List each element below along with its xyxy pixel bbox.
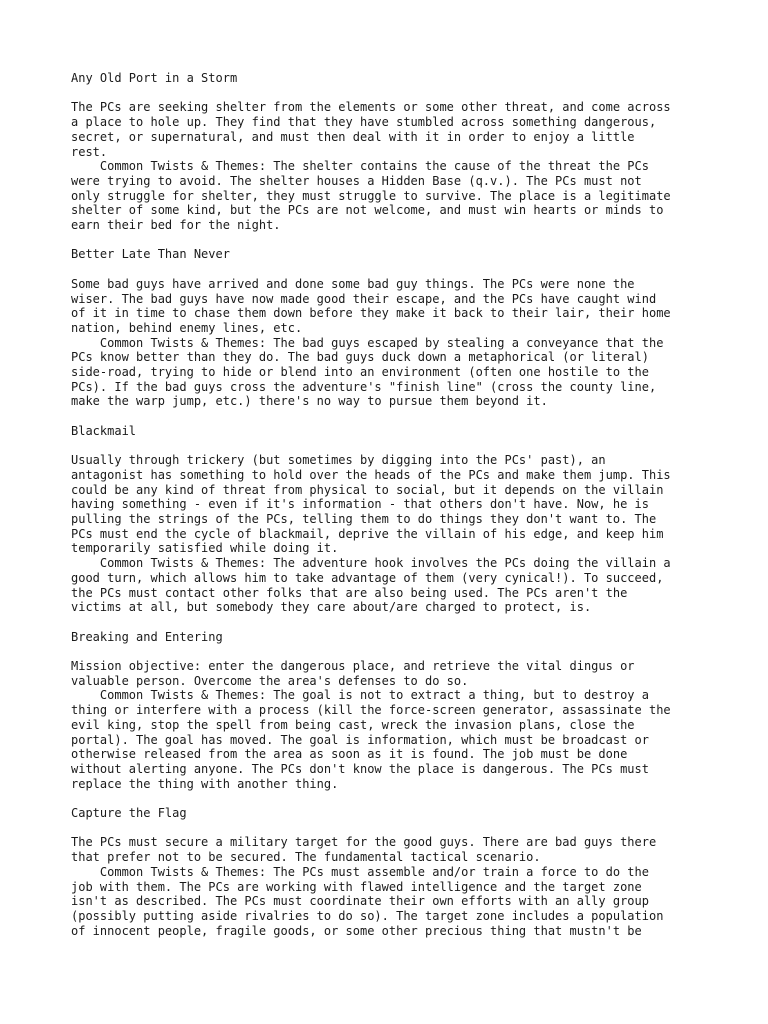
section-title: Any Old Port in a Storm: [71, 71, 238, 85]
section-body: [71, 100, 711, 232]
text-line: PCs must end the cycle of blackmail, deprive the villain of his edge, and keep him: [71, 526, 664, 541]
text-line: replace the thing with another thing.: [71, 776, 339, 791]
section-any-old-port: [71, 71, 711, 233]
text-line: pulling the strings of the PCs, telling them to do things they don't want to. The: [71, 512, 657, 527]
text-line: Mission objective: enter the dangerous place, and retrieve the vital dingus or: [71, 659, 635, 674]
text-line: antagonist has something to hold over the heads of the PCs and make them jump. This: [71, 467, 671, 482]
text-line: having something - even if it's information - that others don't have. Now, he is: [71, 497, 649, 512]
section-blackmail: [71, 424, 711, 615]
text-line: rest.: [71, 144, 108, 159]
text-line: PCs). If the bad guys cross the adventure's "finish line" (cross the county line,: [71, 379, 657, 394]
text-line: earn their bed for the night.: [71, 218, 281, 233]
section-better-late: [71, 247, 711, 409]
text-line: a place to hole up. They find that they have stumbled across something dangerous,: [71, 115, 657, 130]
section-body: [71, 277, 711, 409]
section-body: [71, 835, 711, 938]
text-line: thing or interfere with a process (kill the force-screen generator, assassinate the: [71, 703, 671, 718]
text-line: The PCs are seeking shelter from the elements or some other threat, and come across: [71, 100, 671, 115]
text-line: evil king, stop the spell from being cast, wreck the invasion plans, close the: [71, 717, 635, 732]
text-line: were trying to avoid. The shelter houses a Hidden Base (q.v.). The PCs must not: [71, 173, 642, 188]
text-line: side-road, trying to hide or blend into an environment (often one hostile to the: [71, 365, 649, 380]
text-line: the PCs must contact other folks that are also being used. The PCs aren't the: [71, 585, 628, 600]
text-line: isn't as described. The PCs must coordinate their own efforts with an ally group: [71, 894, 649, 909]
section-breaking-and-entering: [71, 630, 711, 792]
text-line: nation, behind enemy lines, etc.: [71, 320, 303, 335]
text-line: of innocent people, fragile goods, or some other precious thing that mustn't be: [71, 923, 642, 938]
section-title: Breaking and Entering: [71, 629, 223, 644]
text-line: Some bad guys have arrived and done some bad guy things. The PCs were none the: [71, 276, 635, 291]
text-line: victims at all, but somebody they care about/are charged to protect, is.: [71, 600, 592, 615]
text-line: temporarily satisfied while doing it.: [71, 541, 339, 556]
text-line: secret, or supernatural, and must then deal with it in order to enjoy a little: [71, 129, 635, 144]
text-line: otherwise released from the area as soon as it is found. The job must be done: [71, 747, 628, 762]
text-line: Common Twists & Themes: The goal is not to extract a thing, but to destroy a: [71, 688, 649, 703]
text-line: Common Twists & Themes: The PCs must assemble and/or train a force to do the: [71, 864, 649, 879]
text-line: valuable person. Overcome the area's defenses to do so.: [71, 673, 469, 688]
text-line: The PCs must secure a military target for the good guys. There are bad guys there: [71, 835, 657, 850]
text-line: (possibly putting aside rivalries to do so). The target zone includes a population: [71, 908, 664, 923]
text-line: without alerting anyone. The PCs don't know the place is dangerous. The PCs must: [71, 761, 649, 776]
text-line: Usually through trickery (but sometimes by digging into the PCs' past), an: [71, 453, 606, 468]
section-body: [71, 453, 711, 615]
document-page: [71, 71, 711, 953]
text-line: portal). The goal has moved. The goal is information, which must be broadcast or: [71, 732, 649, 747]
text-line: wiser. The bad guys have now made good their escape, and the PCs have caught wind: [71, 291, 657, 306]
text-line: Common Twists & Themes: The shelter contains the cause of the threat the PCs: [71, 159, 649, 174]
text-line: good turn, which allows him to take advantage of them (very cynical!). To succeed,: [71, 570, 664, 585]
section-capture-the-flag: [71, 806, 711, 938]
section-title: Blackmail: [71, 423, 137, 438]
text-line: that prefer not to be secured. The fundamental tactical scenario.: [71, 850, 541, 865]
text-line: could be any kind of threat from physical to social, but it depends on the villain: [71, 482, 664, 497]
text-line: PCs know better than they do. The bad guys duck down a metaphorical (or literal): [71, 350, 649, 365]
text-line: shelter of some kind, but the PCs are not welcome, and must win hearts or minds to: [71, 203, 664, 218]
text-line: job with them. The PCs are working with flawed intelligence and the target zone: [71, 879, 642, 894]
text-line: of it in time to chase them down before they make it back to their lair, their home: [71, 306, 671, 321]
text-line: Common Twists & Themes: The bad guys escaped by stealing a conveyance that the: [71, 335, 664, 350]
section-body: [71, 659, 711, 791]
text-line: Common Twists & Themes: The adventure hook involves the PCs doing the villain a: [71, 556, 671, 571]
text-line: only struggle for shelter, they must struggle to survive. The place is a legitimate: [71, 188, 671, 203]
text-line: make the warp jump, etc.) there's no way to pursue them beyond it.: [71, 394, 548, 409]
section-title: Better Late Than Never: [71, 247, 230, 262]
section-title: Capture the Flag: [71, 806, 187, 821]
